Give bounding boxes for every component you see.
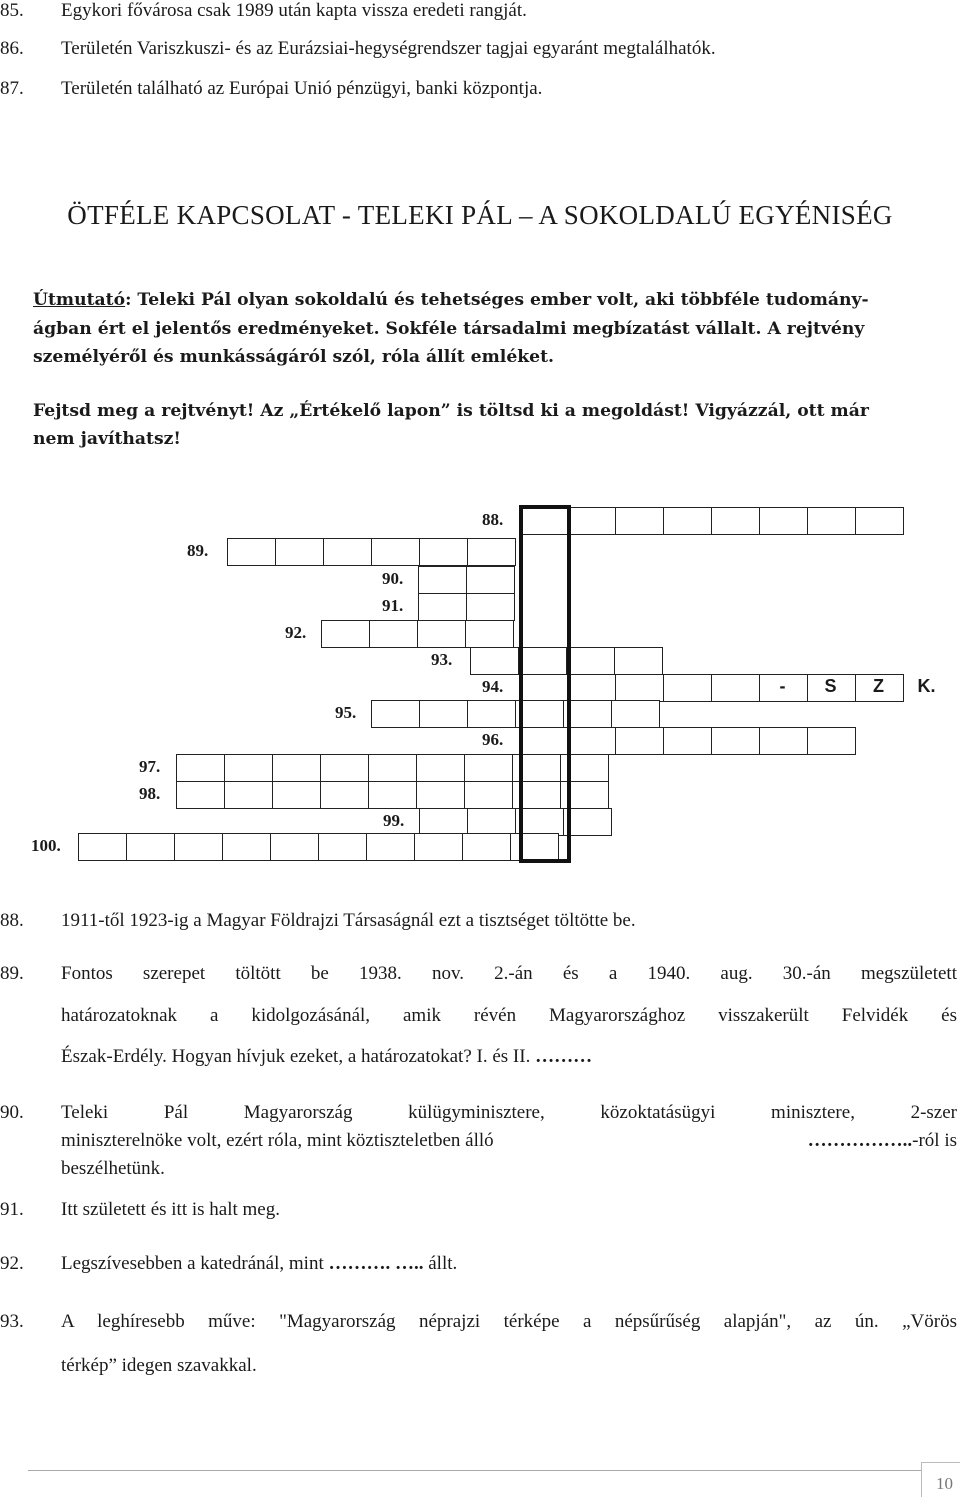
crossword-cell[interactable] [416,781,465,809]
question-text: -ról is [912,1130,957,1151]
crossword-clue-number: 90. [382,569,404,588]
crossword-cell[interactable] [567,727,616,755]
crossword-clue-number: 93. [431,650,453,669]
crossword-clue-number: 100. [31,836,61,855]
crossword-cell[interactable] [567,674,616,702]
crossword-cell[interactable] [176,754,225,782]
crossword-given-letter: S [824,676,837,696]
crossword-cell[interactable] [464,781,513,809]
question-text: Itt született és itt is halt meg. [61,1199,280,1220]
crossword-cell[interactable] [615,727,664,755]
crossword-cell[interactable] [419,538,468,566]
crossword-cell[interactable] [462,833,511,861]
crossword-cell[interactable] [224,754,273,782]
crossword-cell[interactable] [567,507,616,535]
crossword-cell[interactable] [368,754,417,782]
crossword-cell[interactable] [222,833,271,861]
crossword-cell[interactable] [417,620,466,648]
answer-blank: ……… [535,1046,593,1067]
crossword-cell[interactable] [466,593,515,621]
question-text: A leghíresebb műve: "Magyarország néprajzi térképe a népsűrűség alapján", az ún. „Vörös [61,1311,957,1332]
crossword-clue-number: 99. [383,811,405,830]
crossword-cell[interactable] [318,833,367,861]
question-text: Legszívesebben a katedránál, mint [61,1253,324,1274]
crossword-cell[interactable] [174,833,223,861]
crossword-cell[interactable] [368,781,417,809]
question-text: 1911-től 1923-ig a Magyar Földrajzi Társaságnál ezt a tisztséget töltötte be. [61,910,636,931]
crossword-clue-number: 94. [482,677,504,696]
question-text: Teleki Pál Magyarország külügyminisztere, közoktatásügyi minisztere, 2-szer [61,1102,957,1123]
question-number: 85. [0,0,24,21]
crossword-cell[interactable] [320,754,369,782]
crossword-cell[interactable] [275,538,324,566]
crossword-cell[interactable] [78,833,127,861]
question-number: 91. [0,1199,24,1220]
question-number: 88. [0,910,24,931]
crossword-cell[interactable] [663,674,712,702]
instructions-line: Fejtsd meg a rejtvényt! Az „Értékelő lapon” is töltsd ki a megoldást! Vigyázzál, ott már [33,401,869,421]
crossword-cell[interactable] [418,593,467,621]
question-text: határozatoknak a kidolgozásánál, amik révén Magyarországhoz visszakerült Felvidék és [61,1005,957,1026]
instructions-line: személyéről és munkásságáról szól, róla állít emléket. [33,347,555,367]
instructions-label: Útmutató [33,290,126,310]
crossword-clue-number: 89. [187,541,209,560]
footer-divider [28,1470,921,1471]
crossword-cell[interactable] [759,507,808,535]
crossword-given-letter: - [779,676,786,696]
crossword-cell[interactable] [126,833,175,861]
crossword-cell[interactable] [711,507,760,535]
question-text: Észak-Erdély. Hogyan hívjuk ezeket, a határozatokat? I. és II. [61,1046,531,1067]
instructions-line: nem javíthatsz! [33,429,181,449]
crossword-given-letter: Z [873,676,884,696]
question-line [61,1253,957,1275]
crossword-cell[interactable] [470,647,519,675]
question-text: állt. [428,1253,458,1274]
crossword-cell[interactable] [466,566,515,594]
crossword-cell[interactable] [614,647,663,675]
crossword-cell[interactable] [272,754,321,782]
crossword-cell[interactable] [566,647,615,675]
crossword-cell[interactable] [465,620,514,648]
question-text: Területén Variszkuszi- és az Eurázsiai-hegységrendszer tagjai egyaránt megtalálhatók. [61,38,716,59]
crossword-cell[interactable] [855,507,904,535]
crossword-cell[interactable] [419,808,468,836]
crossword-clue-number: 92. [285,623,307,642]
crossword-cell[interactable] [371,538,420,566]
crossword-cell[interactable] [416,754,465,782]
crossword-clue-number: 88. [482,510,504,529]
crossword-cell[interactable] [663,507,712,535]
instructions-line: : Teleki Pál olyan sokoldalú és tehetséges ember volt, aki többféle tudomány- [125,290,869,310]
crossword-cell[interactable] [663,727,712,755]
crossword-cell[interactable] [419,700,468,728]
crossword-cell[interactable] [615,674,664,702]
question-text: Egykori fővárosa csak 1989 után kapta vissza eredeti rangját. [61,0,527,21]
crossword-cell[interactable] [272,781,321,809]
crossword-cell[interactable] [464,754,513,782]
question-line [61,1130,957,1152]
crossword-cell[interactable] [320,781,369,809]
crossword-cell[interactable] [414,833,463,861]
crossword-cell[interactable] [227,538,276,566]
crossword-cell[interactable] [807,507,856,535]
crossword-cell[interactable] [611,700,660,728]
question-number: 87. [0,78,24,99]
crossword-cell[interactable] [807,727,856,755]
crossword-cell[interactable] [270,833,319,861]
crossword-clue-number: 96. [482,730,504,749]
crossword-clue-number: 98. [139,784,161,803]
solution-column [519,505,571,863]
crossword-given-letter: K. [917,676,936,696]
crossword-cell[interactable] [224,781,273,809]
question-text: térkép” idegen szavakkal. [61,1355,257,1376]
crossword-clue-number: 91. [382,596,404,615]
question-number: 86. [0,38,24,59]
crossword-cell[interactable] [369,620,418,648]
crossword-cell[interactable] [467,538,516,566]
crossword-cell[interactable] [615,507,664,535]
crossword-clue-number: 95. [335,703,357,722]
question-text: beszélhetünk. [61,1158,165,1179]
crossword-cell[interactable] [418,566,467,594]
crossword-cell[interactable] [711,674,760,702]
question-number: 92. [0,1253,24,1274]
section-title: ÖTFÉLE KAPCSOLAT - TELEKI PÁL – A SOKOLDALÚ EGYÉNISÉG [67,200,893,230]
crossword-clue-number: 97. [139,757,161,776]
crossword-cell[interactable] [323,538,372,566]
crossword-cell[interactable] [711,727,760,755]
crossword-cell[interactable] [467,700,516,728]
crossword-cell[interactable] [366,833,415,861]
crossword-cell[interactable] [759,727,808,755]
question-text: Fontos szerepet töltött be 1938. nov. 2.-án és a 1940. aug. 30.-án megszületett [61,963,957,984]
question-number: 93. [0,1311,24,1332]
answer-blank: ………. ….. [328,1253,424,1274]
question-line [61,1046,957,1068]
question-number: 89. [0,963,24,984]
crossword-cell[interactable] [321,620,370,648]
question-text: miniszterelnöke volt, ezért róla, mint köztiszteletben álló [61,1130,494,1151]
crossword-cell[interactable] [176,781,225,809]
crossword-cell[interactable] [371,700,420,728]
answer-blank: …………….. [807,1130,913,1151]
crossword-cell[interactable] [467,808,516,836]
question-number: 90. [0,1102,24,1123]
page-number: 10 [936,1474,953,1493]
question-text: Területén található az Európai Unió pénzügyi, banki központja. [61,78,543,99]
instructions-line: ágban ért el jelentős eredményeket. Sokféle társadalmi megbízatást vállalt. A rejtvény [33,319,865,339]
